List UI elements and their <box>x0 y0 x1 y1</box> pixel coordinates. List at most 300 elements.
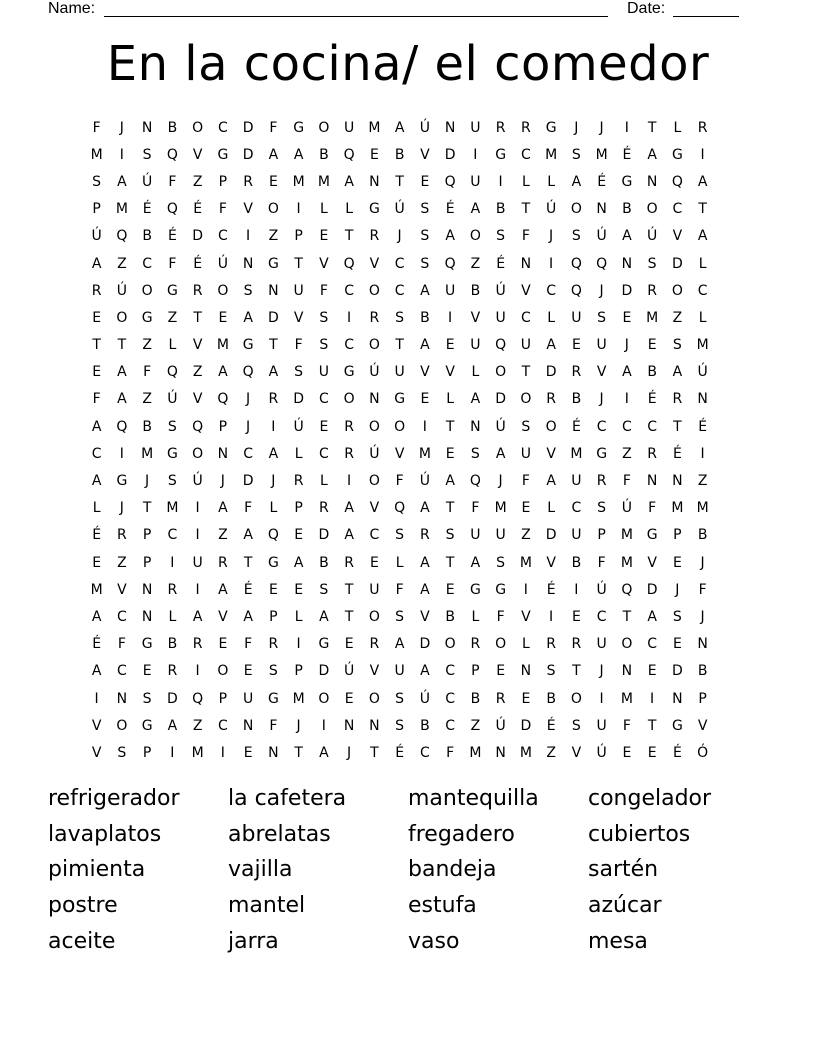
grid-letter: C <box>318 445 329 462</box>
grid-letter: J <box>271 473 276 490</box>
grid-letter: R <box>369 636 380 653</box>
word-bank-row <box>48 781 768 817</box>
grid-letter: R <box>470 636 481 653</box>
grid-letter: J <box>498 473 503 490</box>
grid-letter: É <box>622 146 632 163</box>
grid-letter: M <box>696 500 709 517</box>
grid-letter: G <box>646 527 658 544</box>
grid-letter: P <box>142 554 152 571</box>
grid-letter: M <box>166 500 179 517</box>
grid-letter: C <box>647 636 658 653</box>
grid-letter: A <box>546 337 556 354</box>
grid-letter: V <box>91 717 102 734</box>
grid-letter: A <box>117 173 127 190</box>
grid-letter: N <box>369 717 380 734</box>
grid-row <box>84 658 734 685</box>
grid-letter: P <box>294 228 303 245</box>
grid-letter: Z <box>192 173 203 190</box>
grid-letter: D <box>293 391 305 408</box>
grid-letter: E <box>622 309 632 326</box>
grid-letter: S <box>672 608 682 625</box>
grid-letter: T <box>572 663 581 680</box>
grid-letter: E <box>294 581 304 598</box>
grid-row <box>84 250 734 277</box>
grid-letter: Q <box>596 255 608 272</box>
grid-letter: C <box>344 282 355 299</box>
grid-letter: C <box>546 282 557 299</box>
grid-letter: S <box>294 364 304 381</box>
grid-letter: L <box>168 608 177 625</box>
word-bank-item: mesa <box>588 928 648 954</box>
grid-letter: S <box>395 309 405 326</box>
word-bank-item: cubiertos <box>588 821 691 847</box>
grid-letter: N <box>621 255 633 272</box>
grid-letter: S <box>92 173 102 190</box>
grid-letter: É <box>597 173 607 190</box>
grid-letter: V <box>420 146 430 163</box>
grid-letter: M <box>620 690 633 707</box>
grid-letter: O <box>570 201 582 218</box>
grid-letter: C <box>621 418 632 435</box>
grid-letter: V <box>647 554 657 571</box>
grid-letter: U <box>470 337 481 354</box>
grid-letter: B <box>167 636 178 653</box>
grid-letter: A <box>91 418 102 435</box>
grid-letter: A <box>445 473 455 490</box>
grid-letter: V <box>91 744 102 761</box>
grid-letter: E <box>369 146 379 163</box>
grid-letter: E <box>268 173 278 190</box>
grid-letter: O <box>671 282 683 299</box>
grid-letter: F <box>269 119 278 136</box>
grid-letter: G <box>368 201 380 218</box>
grid-letter: G <box>267 255 279 272</box>
grid-letter: J <box>220 473 225 490</box>
grid-letter: É <box>672 744 682 761</box>
grid-letter: D <box>545 527 557 544</box>
grid-letter: O <box>394 418 406 435</box>
grid-letter: D <box>520 717 532 734</box>
grid-letter: A <box>470 391 481 408</box>
grid-row <box>84 196 734 223</box>
grid-letter: F <box>622 717 631 734</box>
word-bank-item: postre <box>48 893 118 919</box>
grid-letter: I <box>347 473 352 490</box>
grid-letter: L <box>471 608 480 625</box>
page-title: En la cocina/ el comedor <box>106 36 710 92</box>
grid-letter: T <box>622 608 632 625</box>
grid-letter: T <box>269 337 278 354</box>
grid-letter: G <box>242 337 254 354</box>
grid-letter: P <box>218 418 228 435</box>
date-blank-line <box>673 16 739 17</box>
grid-letter: F <box>92 119 101 136</box>
grid-letter: F <box>395 581 404 598</box>
grid-letter: O <box>116 309 128 326</box>
grid-letter: U <box>293 282 304 299</box>
grid-row <box>84 495 734 522</box>
grid-letter: V <box>117 581 127 598</box>
word-bank-item: lavaplatos <box>48 821 162 847</box>
grid-letter: C <box>445 690 456 707</box>
grid-letter: T <box>243 554 253 571</box>
grid-letter: L <box>547 173 556 190</box>
grid-letter: G <box>318 636 330 653</box>
grid-letter: S <box>395 717 405 734</box>
grid-letter: C <box>394 282 405 299</box>
grid-letter: N <box>621 663 633 680</box>
grid-letter: F <box>521 228 530 245</box>
grid-row <box>84 277 734 304</box>
grid-letter: M <box>216 337 229 354</box>
grid-letter: É <box>395 744 405 761</box>
grid-row <box>84 141 734 168</box>
grid-letter: Q <box>495 337 507 354</box>
grid-row <box>84 467 734 494</box>
grid-letter: Ú <box>142 173 153 190</box>
grid-letter: É <box>92 527 102 544</box>
grid-letter: I <box>498 173 503 190</box>
grid-row <box>84 168 734 195</box>
grid-letter: C <box>672 201 683 218</box>
grid-letter: F <box>269 717 278 734</box>
grid-letter: S <box>319 309 329 326</box>
grid-letter: T <box>673 418 682 435</box>
grid-letter: D <box>267 309 279 326</box>
grid-letter: Q <box>192 690 204 707</box>
grid-letter: O <box>368 608 380 625</box>
grid-letter: O <box>318 690 330 707</box>
grid-letter: G <box>141 636 153 653</box>
grid-letter: S <box>142 146 152 163</box>
grid-letter: C <box>571 500 582 517</box>
grid-letter: N <box>672 473 683 490</box>
grid-letter: J <box>700 554 705 571</box>
grid-letter: A <box>344 173 354 190</box>
grid-letter: J <box>145 473 150 490</box>
grid-letter: R <box>117 527 127 544</box>
grid-letter: U <box>571 473 582 490</box>
grid-letter: N <box>369 173 380 190</box>
grid-letter: A <box>218 500 228 517</box>
grid-row <box>84 739 734 766</box>
grid-row <box>84 549 734 576</box>
grid-letter: A <box>420 554 430 571</box>
grid-letter: N <box>116 690 128 707</box>
grid-letter: V <box>420 364 430 381</box>
grid-letter: P <box>218 173 228 190</box>
word-bank-item: vajilla <box>228 857 293 883</box>
grid-letter: M <box>292 173 305 190</box>
grid-letter: R <box>546 391 556 408</box>
grid-row <box>84 522 734 549</box>
grid-letter: R <box>268 391 279 408</box>
grid-letter: D <box>318 663 330 680</box>
grid-letter: F <box>117 636 126 653</box>
grid-letter: S <box>268 663 278 680</box>
grid-letter: E <box>420 391 430 408</box>
grid-letter: G <box>267 554 279 571</box>
grid-letter: M <box>317 173 330 190</box>
grid-letter: S <box>319 581 329 598</box>
grid-letter: J <box>700 608 705 625</box>
word-bank-item: pimienta <box>48 857 146 883</box>
grid-letter: P <box>597 527 606 544</box>
grid-letter: A <box>117 364 127 381</box>
grid-letter: Z <box>142 337 152 354</box>
grid-letter: O <box>570 690 582 707</box>
grid-letter: R <box>672 391 683 408</box>
grid-row <box>84 712 734 739</box>
grid-letter: N <box>141 608 153 625</box>
grid-letter: G <box>166 445 178 462</box>
grid-letter: É <box>92 636 102 653</box>
grid-letter: A <box>243 608 253 625</box>
grid-letter: Ú <box>647 228 658 245</box>
grid-letter: S <box>597 309 607 326</box>
grid-letter: J <box>599 391 604 408</box>
grid-letter: R <box>596 473 607 490</box>
grid-letter: V <box>394 445 405 462</box>
grid-letter: L <box>698 255 707 272</box>
name-label: Name: <box>48 0 96 17</box>
grid-letter: A <box>445 228 455 245</box>
grid-letter: B <box>319 146 329 163</box>
grid-letter: G <box>545 119 557 136</box>
grid-letter: J <box>246 391 251 408</box>
grid-letter: U <box>394 364 405 381</box>
grid-letter: G <box>116 473 128 490</box>
grid-letter: E <box>647 337 657 354</box>
word-bank-item: estufa <box>408 893 477 919</box>
grid-letter: J <box>599 119 604 136</box>
grid-letter: C <box>596 418 607 435</box>
grid-letter: É <box>571 418 581 435</box>
grid-letter: E <box>521 690 531 707</box>
header-row <box>0 0 816 20</box>
grid-letter: N <box>520 663 532 680</box>
grid-letter: E <box>218 636 228 653</box>
grid-letter: Z <box>470 255 481 272</box>
grid-letter: F <box>168 255 177 272</box>
grid-letter: T <box>395 173 404 190</box>
grid-letter: É <box>647 391 657 408</box>
word-bank-row <box>48 852 768 888</box>
grid-letter: Ú <box>369 364 380 381</box>
grid-letter: O <box>368 690 380 707</box>
grid-letter: A <box>268 445 279 462</box>
grid-letter: G <box>166 282 178 299</box>
grid-letter: F <box>244 500 253 517</box>
grid-letter: V <box>470 309 481 326</box>
grid-letter: O <box>318 119 330 136</box>
grid-letter: I <box>195 527 200 544</box>
grid-letter: D <box>671 663 683 680</box>
grid-letter: T <box>647 717 657 734</box>
grid-letter: É <box>546 717 556 734</box>
grid-letter: N <box>369 391 380 408</box>
grid-letter: S <box>420 255 430 272</box>
grid-letter: E <box>496 663 506 680</box>
grid-letter: S <box>420 201 430 218</box>
grid-letter: Q <box>444 173 456 190</box>
grid-letter: S <box>167 473 177 490</box>
grid-row <box>84 304 734 331</box>
grid-letter: N <box>242 255 254 272</box>
grid-letter: F <box>521 473 530 490</box>
grid-letter: L <box>168 337 177 354</box>
grid-letter: N <box>343 717 355 734</box>
word-bank-item: bandeja <box>408 857 497 883</box>
grid-letter: I <box>422 418 427 435</box>
word-search-grid <box>84 114 734 767</box>
grid-letter: S <box>571 146 581 163</box>
grid-letter: A <box>268 146 279 163</box>
grid-row <box>84 386 734 413</box>
grid-letter: G <box>621 173 633 190</box>
grid-letter: R <box>243 173 253 190</box>
grid-letter: A <box>647 146 657 163</box>
grid-letter: Ú <box>116 282 127 299</box>
grid-letter: S <box>117 744 127 761</box>
grid-letter: E <box>647 744 657 761</box>
grid-letter: I <box>549 255 554 272</box>
grid-letter: E <box>344 690 354 707</box>
grid-letter: R <box>344 418 354 435</box>
grid-letter: M <box>620 554 633 571</box>
grid-letter: C <box>167 527 178 544</box>
grid-letter: Z <box>142 391 152 408</box>
date-label: Date: <box>627 0 666 17</box>
grid-letter: R <box>218 554 228 571</box>
grid-letter: U <box>470 173 481 190</box>
grid-letter: A <box>622 364 632 381</box>
grid-letter: M <box>595 146 608 163</box>
grid-letter: E <box>243 744 253 761</box>
grid-letter: T <box>445 554 455 571</box>
grid-letter: P <box>698 690 707 707</box>
grid-letter: O <box>545 418 557 435</box>
grid-letter: F <box>471 500 480 517</box>
grid-letter: U <box>470 119 481 136</box>
grid-letter: P <box>142 744 152 761</box>
grid-letter: S <box>420 228 430 245</box>
grid-letter: T <box>521 364 531 381</box>
grid-letter: T <box>193 309 202 326</box>
grid-letter: T <box>395 337 404 354</box>
grid-letter: D <box>242 119 254 136</box>
grid-letter: I <box>448 309 453 326</box>
grid-letter: N <box>672 690 683 707</box>
grid-letter: Q <box>192 418 204 435</box>
grid-row <box>84 359 734 386</box>
word-bank-row <box>48 817 768 853</box>
grid-letter: B <box>571 554 582 571</box>
grid-letter: A <box>218 581 228 598</box>
grid-letter: B <box>647 364 657 381</box>
grid-letter: V <box>192 146 203 163</box>
grid-letter: U <box>596 337 607 354</box>
grid-letter: V <box>369 255 380 272</box>
grid-letter: V <box>697 717 708 734</box>
grid-letter: Ú <box>546 201 557 218</box>
grid-letter: L <box>673 119 682 136</box>
grid-letter: D <box>621 282 633 299</box>
grid-letter: A <box>167 717 178 734</box>
grid-letter: I <box>170 744 175 761</box>
grid-letter: N <box>697 636 708 653</box>
grid-letter: Q <box>166 146 178 163</box>
grid-letter: Ú <box>419 119 430 136</box>
grid-letter: R <box>369 228 380 245</box>
grid-letter: S <box>571 228 581 245</box>
grid-letter: V <box>369 663 380 680</box>
grid-letter: T <box>344 581 354 598</box>
grid-letter: G <box>671 717 683 734</box>
grid-letter: O <box>520 391 532 408</box>
grid-letter: V <box>546 445 556 462</box>
word-bank-item: jarra <box>228 928 279 954</box>
grid-letter: T <box>294 255 303 272</box>
grid-letter: N <box>697 391 708 408</box>
grid-letter: C <box>91 445 102 462</box>
grid-letter: N <box>646 473 658 490</box>
grid-letter: M <box>620 527 633 544</box>
grid-letter: J <box>599 663 604 680</box>
grid-letter: M <box>141 445 154 462</box>
grid-letter: V <box>369 500 380 517</box>
grid-letter: P <box>92 201 101 218</box>
grid-letter: R <box>521 119 531 136</box>
grid-letter: E <box>218 309 228 326</box>
grid-letter: Ú <box>394 201 405 218</box>
grid-letter: Z <box>117 255 127 272</box>
grid-letter: Q <box>217 391 229 408</box>
grid-letter: U <box>520 337 531 354</box>
grid-letter: B <box>697 527 708 544</box>
grid-letter: V <box>218 608 228 625</box>
grid-letter: A <box>420 663 430 680</box>
grid-letter: I <box>624 391 629 408</box>
grid-letter: P <box>471 663 480 680</box>
grid-letter: Q <box>166 364 178 381</box>
grid-letter: U <box>344 119 355 136</box>
grid-letter: A <box>268 364 279 381</box>
grid-letter: C <box>318 391 329 408</box>
grid-letter: Q <box>343 255 355 272</box>
grid-letter: G <box>596 445 608 462</box>
grid-letter: O <box>495 636 507 653</box>
grid-letter: Q <box>570 282 582 299</box>
grid-letter: Ú <box>369 445 380 462</box>
grid-letter: V <box>672 228 683 245</box>
grid-letter: E <box>647 663 657 680</box>
grid-letter: Ú <box>293 418 304 435</box>
grid-letter: B <box>470 690 481 707</box>
grid-letter: O <box>217 282 229 299</box>
grid-letter: F <box>218 201 227 218</box>
grid-letter: M <box>519 744 532 761</box>
grid-letter: L <box>395 554 404 571</box>
grid-letter: É <box>546 581 556 598</box>
grid-letter: S <box>243 282 253 299</box>
grid-letter: É <box>672 445 682 462</box>
grid-letter: O <box>217 663 229 680</box>
grid-letter: A <box>344 527 354 544</box>
grid-letter: I <box>296 636 301 653</box>
grid-letter: M <box>90 581 103 598</box>
grid-letter: C <box>445 663 456 680</box>
